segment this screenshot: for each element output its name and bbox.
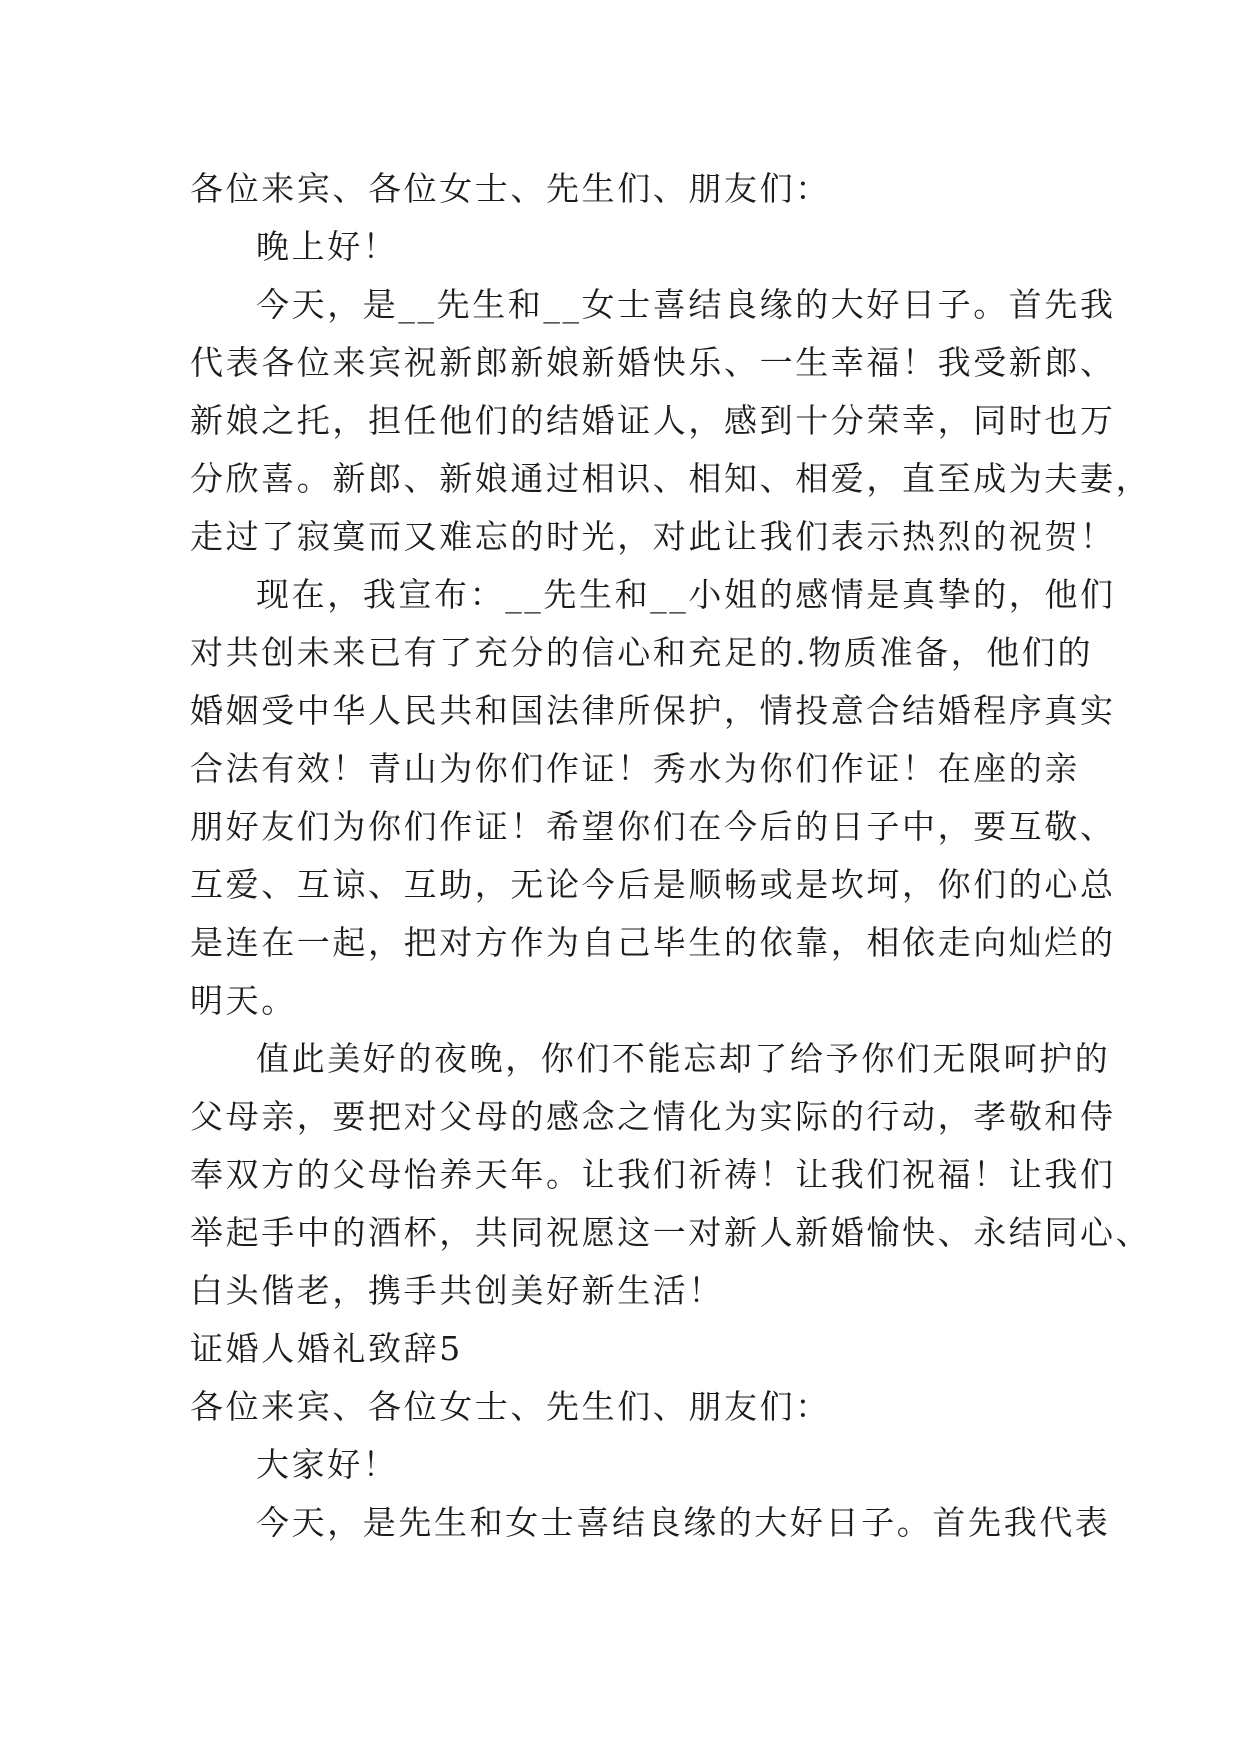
text-line: 对共创未来已有了充分的信心和充足的.物质准备，他们的 <box>190 633 1094 672</box>
text-line: 分欣喜。新郎、新娘通过相识、相知、相爱，直至成为夫妻， <box>190 459 1152 498</box>
greeting: 晚上好！ <box>256 227 399 266</box>
text-line: 走过了寂寞而又难忘的时光，对此让我们表示热烈的祝贺！ <box>190 517 1116 556</box>
text-line: 值此美好的夜晚，你们不能忘却了给予你们无限呵护的 <box>256 1039 1111 1078</box>
text-line: 举起手中的酒杯，共同祝愿这一对新人新婚愉快、永结同心、 <box>190 1213 1152 1252</box>
section-heading: 证婚人婚礼致辞5 <box>190 1329 463 1368</box>
text-line: 新娘之托，担任他们的结婚证人，感到十分荣幸，同时也万 <box>190 401 1116 440</box>
text-line: 明天。 <box>190 981 297 1020</box>
salutation: 各位来宾、各位女士、先生们、朋友们： <box>190 169 831 208</box>
greeting: 大家好！ <box>256 1445 399 1484</box>
text-line: 是连在一起，把对方作为自己毕生的依靠，相依走向灿烂的 <box>190 923 1116 962</box>
text-line: 代表各位来宾祝新郎新娘新婚快乐、一生幸福！我受新郎、 <box>190 343 1116 382</box>
text-line: 奉双方的父母怡养天年。让我们祈祷！让我们祝福！让我们 <box>190 1155 1116 1194</box>
text-line: 父母亲，要把对父母的感念之情化为实际的行动，孝敬和侍 <box>190 1097 1116 1136</box>
text-line: 现在，我宣布：__先生和__小姐的感情是真挚的，他们 <box>256 575 1116 614</box>
text-line: 今天，是__先生和__女士喜结良缘的大好日子。首先我 <box>256 285 1116 324</box>
text-line: 今天，是先生和女士喜结良缘的大好日子。首先我代表 <box>256 1503 1111 1542</box>
text-line: 合法有效！青山为你们作证！秀水为你们作证！在座的亲 <box>190 749 1080 788</box>
salutation: 各位来宾、各位女士、先生们、朋友们： <box>190 1387 831 1426</box>
text-line: 互爱、互谅、互助，无论今后是顺畅或是坎坷，你们的心总 <box>190 865 1116 904</box>
text-line: 白头偕老，携手共创美好新生活！ <box>190 1271 724 1310</box>
text-line: 婚姻受中华人民共和国法律所保护，情投意合结婚程序真实 <box>190 691 1116 730</box>
text-line: 朋好友们为你们作证！希望你们在今后的日子中，要互敬、 <box>190 807 1116 846</box>
